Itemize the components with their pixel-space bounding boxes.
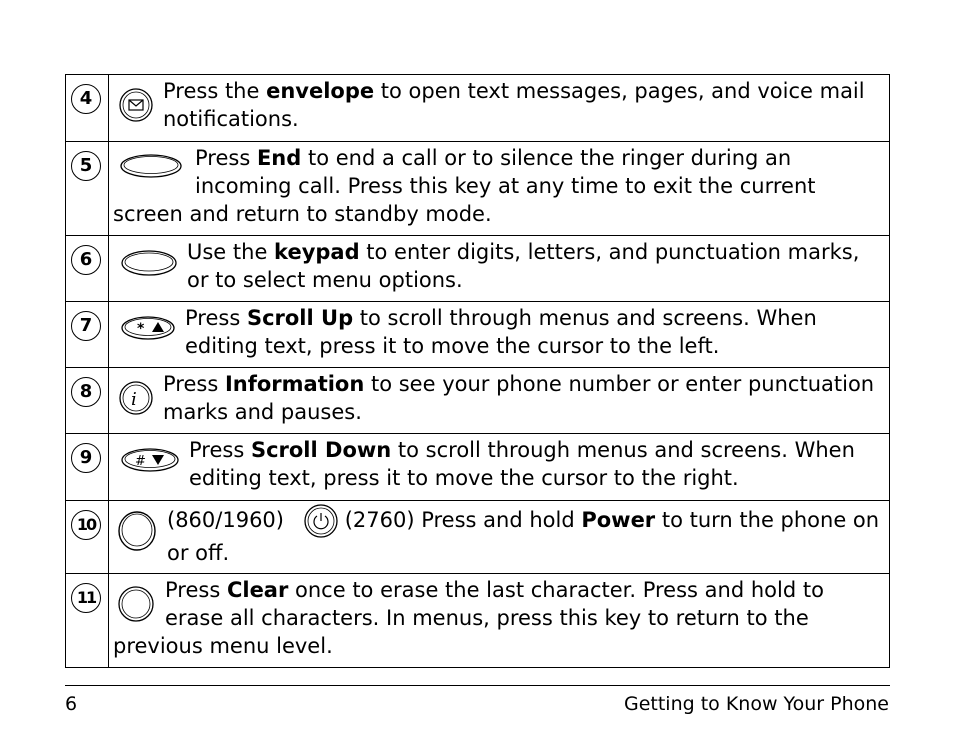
table-row [66,75,890,142]
table-row [66,501,890,574]
table-row [66,142,890,236]
table-row [66,434,890,501]
section-title: Getting to Know Your Phone [623,693,889,715]
table-row [66,368,890,434]
row-number-badge: 6 [71,245,101,275]
row-number-badge: 5 [71,151,101,181]
description-text: Press Clear once to erase the last character. Press and hold to erase all characters. In menus, press this key to return to the previous menu level. [113,578,824,658]
description-text: Press the envelope to open text messages, pages, and voice mail notifications. [163,79,865,131]
key-description-table [65,74,890,668]
svg-text:i: i [131,389,137,410]
page-number: 6 [65,693,78,715]
svg-text:*: * [137,321,145,337]
information-key-icon [117,378,157,416]
power-key-icon [115,509,161,553]
row-number-badge: 11 [71,583,101,613]
scroll-down-key-icon [117,444,183,476]
svg-text:#: # [135,454,146,469]
row-number-badge: 9 [71,443,101,473]
end-key-icon [117,152,189,182]
table-row [66,302,890,368]
model-label: (2760) [344,508,415,532]
table-row [66,574,890,668]
description-text: (860/1960) (2760) Press and hold Power to turn the phone on or off. [167,508,879,565]
clear-key-icon [117,584,159,624]
row-number-badge: 8 [71,377,101,407]
description-text: Use the keypad to enter digits, letters, and punctuation marks, or to select menu options. [187,240,860,292]
power-symbol-icon [301,503,343,539]
row-number-badge: 10 [71,510,101,540]
model-label: (860/1960) [167,508,284,532]
description-text: Press Information to see your phone number or enter punctuation marks and pauses. [163,372,875,424]
table-row [66,236,890,302]
row-number-badge: 4 [71,84,101,114]
footer-divider [65,685,890,686]
envelope-key-icon [117,85,157,123]
description-text: Press End to end a call or to silence the ringer during an incoming call. Press this key at any time to exit the current screen and return to standby mode. [113,146,816,226]
description-text: Press Scroll Up to scroll through menus and screens. When editing text, press it to move the cursor to the left. [185,306,817,358]
description-text: Press Scroll Down to scroll through menus and screens. When editing text, press it to move the cursor to the right. [189,438,855,490]
scroll-up-key-icon [117,312,179,344]
row-number-badge: 7 [71,311,101,341]
keypad-key-icon [117,246,181,280]
